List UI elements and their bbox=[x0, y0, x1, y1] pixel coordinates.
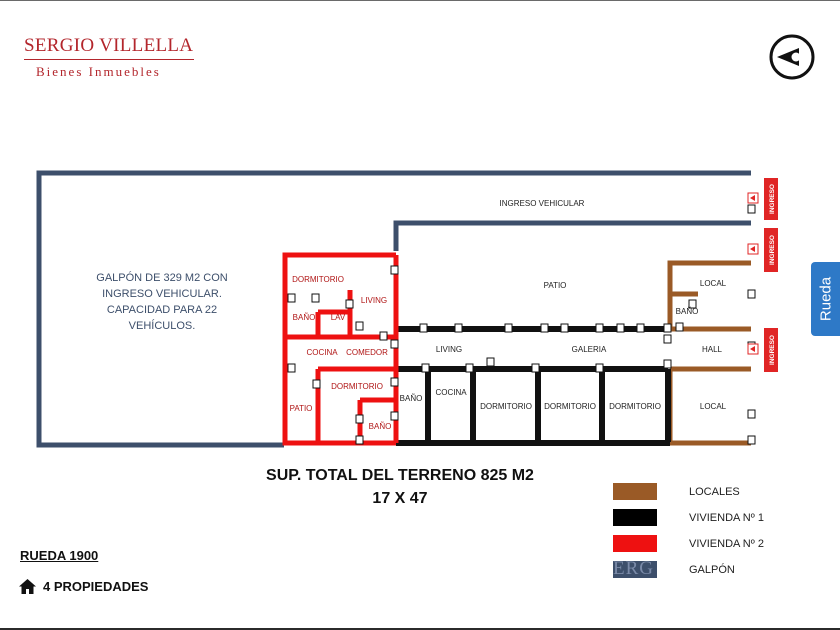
legend-swatch-locales bbox=[613, 483, 657, 500]
legend-label: LOCALES bbox=[689, 486, 740, 498]
legend-swatch-vivienda-2 bbox=[613, 535, 657, 552]
galpon-note-line: GALPÓN DE 329 M2 CON bbox=[96, 272, 228, 284]
properties-count: 4 PROPIEDADES bbox=[43, 579, 149, 594]
total-area-title: SUP. TOTAL DEL TERRENO 825 M2 bbox=[266, 467, 534, 484]
lot-dimensions: 17 X 47 bbox=[372, 490, 428, 507]
brand-name: SERGIO VILLELLA bbox=[24, 35, 194, 56]
galpon-note-line: INGRESO VEHICULAR. bbox=[102, 288, 222, 300]
room-label-bano: BAÑO bbox=[368, 422, 392, 431]
room-label-dormitorio: DORMITORIO bbox=[331, 382, 383, 391]
room-label-cocina: COCINA bbox=[435, 388, 467, 397]
room-label-dormitorio: DORMITORIO bbox=[544, 402, 596, 411]
room-label-living: LIVING bbox=[360, 296, 388, 305]
galpon-note-line: VEHÍCULOS. bbox=[128, 320, 196, 332]
room-label-bano: BAÑO bbox=[399, 394, 423, 403]
legend-swatch-text: ERG bbox=[613, 561, 654, 578]
legend-label: VIVIENDA Nº 1 bbox=[689, 512, 764, 524]
ingreso-tag-label: INGRESO bbox=[769, 335, 776, 365]
legend-swatch-galpon bbox=[613, 561, 657, 578]
room-label-dormitorio: DORMITORIO bbox=[609, 402, 661, 411]
ingreso-tag-label: INGRESO bbox=[769, 184, 776, 214]
legend-label: GALPÓN bbox=[689, 564, 735, 576]
ingreso-vehicular-label: INGRESO VEHICULAR bbox=[499, 199, 585, 208]
address-link[interactable]: RUEDA 1900 bbox=[20, 548, 99, 563]
room-label-living: LIVING bbox=[435, 345, 463, 354]
rueda-tab-label: Rueda bbox=[817, 276, 834, 322]
room-label-dormitorio: DORMITORIO bbox=[292, 275, 344, 284]
room-label-patio: PATIO bbox=[289, 404, 313, 413]
room-label-comedor: COMEDOR bbox=[346, 348, 388, 357]
brand-subtitle: Bienes Inmuebles bbox=[36, 64, 161, 79]
galpon-note-line: CAPACIDAD PARA 22 bbox=[106, 304, 218, 316]
room-label-local: LOCAL bbox=[699, 279, 727, 288]
room-label-bano: BAÑO bbox=[292, 313, 316, 322]
room-label-dormitorio: DORMITORIO bbox=[480, 402, 532, 411]
room-label-galeria: GALERIA bbox=[571, 345, 607, 354]
room-label-local: LOCAL bbox=[699, 402, 727, 411]
home-icon bbox=[18, 578, 37, 595]
room-label-hall: HALL bbox=[701, 345, 723, 354]
room-label-bano: BAÑO bbox=[675, 307, 699, 316]
room-label-patio: PATIO bbox=[543, 281, 567, 290]
room-label-lav: LAV bbox=[330, 313, 346, 322]
legend-swatch-vivienda-1 bbox=[613, 509, 657, 526]
legend-label: VIVIENDA Nº 2 bbox=[689, 538, 764, 550]
ingreso-tag-label: INGRESO bbox=[769, 235, 776, 265]
room-label-cocina: COCINA bbox=[306, 348, 338, 357]
properties-link[interactable] bbox=[18, 578, 148, 595]
